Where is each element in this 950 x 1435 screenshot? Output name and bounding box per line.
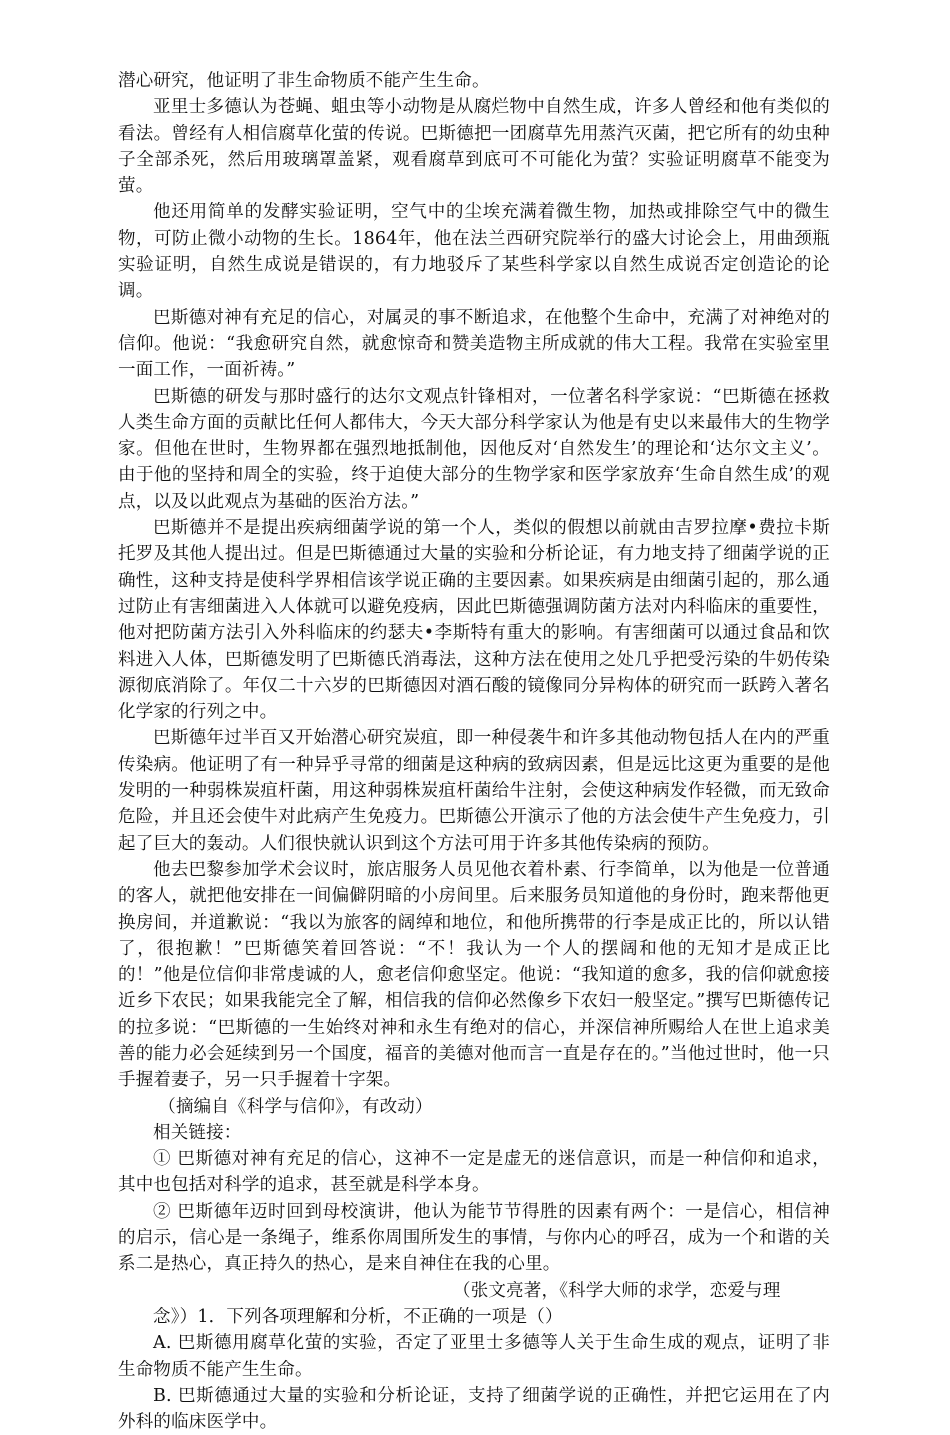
article-source: （摘编自《科学与信仰》，有改动） [158,1096,433,1117]
article-paragraph: 他去巴黎参加学术会议时，旅店服务人员见他衣着朴素、行李简单，以为他是一位普通的客人，就把他安排在一间偏僻阴暗的小房间里。后来服务员知道他的身份时，跑来帮他更换房间，并道歉说：“我以为旅客的阔绰和地位，和他所携带的行李是成正比的，所以认错了，很抱歉！”巴斯德笑着回答说：“不！我认为一个人的摆阔和他的无知才是成正比的！”他是位信仰非常虔诚的人，愈老信仰愈坚定。他说：“我知道的愈多，我的信仰就愈接近乡下农民；如果我能完全了解，相信我的信仰必然像乡下农妇一般坚定。”撰写巴斯德传记的拉多说：“巴斯德的一生始终对神和永生有绝对的信心，并深信神所赐给人在世上追求美善的能力必会延续到另一个国度，福音的美德对他而言一直是存在的。”当他过世时，他一只手握着妻子，另一只手握着十字架。 [118,859,830,1091]
author-citation-line1: （张文亮著，《科学大师的求学，恋爱与理 [453,1280,781,1301]
article-paragraph: 巴斯德的研发与那时盛行的达尔文观点针锋相对，一位著名科学家说：“巴斯德在拯救人类生命方面的贡献比任何人都伟大，今天大部分科学家认为他是有史以来最伟大的生物学家。但他在世时，生物界都在强烈地抵制他，因他反对‘自然发生’的理论和‘达尔文主义’。由于他的坚持和周全的实验，终于迫使大部分的生物学家和医学家放弃‘生命自然生成’的观点，以及以此观点为基础的医治方法。” [118,386,830,512]
option-b: B. 巴斯德通过大量的实验和分析论证，支持了细菌学说的正确性，并把它运用在了内外科的临床医学中。 [118,1385,830,1433]
article-paragraph: 巴斯德年过半百又开始潜心研究炭疽，即一种侵袭牛和许多其他动物包括人在内的严重传染病。他证明了有一种异乎寻常的细菌是这种病的致病因素，但是远比这更为重要的是他发明的一种弱株炭疽杆菌，用这种弱株炭疽杆菌给牛注射，会使这种病发作轻微，而无致命危险，并且还会使牛对此病产生免疫力。巴斯德公开演示了他的方法会使牛产生免疫力，引起了巨大的轰动。人们很快就认识到这个方法可用于许多其他传染病的预防。 [118,728,830,854]
article-paragraph: 他还用简单的发酵实验证明，空气中的尘埃充满着微生物，加热或排除空气中的微生物，可防止微小动物的生长。1864年，他在法兰西研究院举行的盛大讨论会上，用曲颈瓶实验证明，自然生成说是错误的，有力地驳斥了某些科学家以自然生成说否定创造论的论调。 [118,202,830,302]
article-paragraph: 亚里士多德认为苍蝇、蛆虫等小动物是从腐烂物中自然生成，许多人曾经和他有类似的看法。曾经有人相信腐草化萤的传说。巴斯德把一团腐草先用蒸汽灭菌，把它所有的幼虫种子全部杀死，然后用玻璃罩盖紧，观看腐草到底可不可能化为萤？实验证明腐草不能变为萤。 [118,97,830,197]
question-stem: 念》）1．下列各项理解和分析，不正确的一项是（） [153,1306,563,1327]
link-item: ② 巴斯德年迈时回到母校演讲，他认为能节节得胜的因素有两个：一是信心，相信神的启示，信心是一条绳子，维系你周围所发生的事情，与你内心的呼召，成为一个和谐的关系二是热心，真正持久的热心，是来自神住在我的心里。 [118,1201,830,1275]
article-paragraph: 巴斯德并不是提出疾病细菌学说的第一个人，类似的假想以前就由吉罗拉摩•费拉卡斯托罗及其他人提出过。但是巴斯德通过大量的实验和分析论证，有力地支持了细菌学说的正确性，这种支持是使科学界相信该学说正确的主要因素。如果疾病是由细菌引起的，那么通过防止有害细菌进入人体就可以避免疫病，因此巴斯德强调防菌方法对内科临床的重要性，他对把防菌方法引入外科临床的约瑟夫•李斯特有重大的影响。有害细菌可以通过食品和饮料进入人体，巴斯德发明了巴斯德氏消毒法，这种方法在使用之处几乎把受污染的牛奶传染源彻底消除了。年仅二十六岁的巴斯德因对酒石酸的镜像同分异构体的研究而一跃跨入著名化学家的行列之中。 [118,518,830,723]
option-a: A. 巴斯德用腐草化萤的实验，否定了亚里士多德等人关于生命生成的观点，证明了非生命物质不能产生生命。 [118,1333,830,1380]
article-paragraph: 潜心研究，他证明了非生命物质不能产生生命。 [118,71,490,91]
author-citation [118,1278,830,1304]
document-body [118,68,830,1435]
links-heading: 相关链接： [153,1122,242,1143]
link-item: ① 巴斯德对神有充足的信心，这神不一定是虚无的迷信意识，而是一种信仰和追求，其中也包括对科学的追求，甚至就是科学本身。 [118,1149,830,1196]
article-paragraph: 巴斯德对神有充足的信心，对属灵的事不断追求，在他整个生命中，充满了对神绝对的信仰。他说：“我愈研究自然，就愈惊奇和赞美造物主所成就的伟大工程。我常在实验室里一面工作，一面祈祷。” [118,307,830,381]
